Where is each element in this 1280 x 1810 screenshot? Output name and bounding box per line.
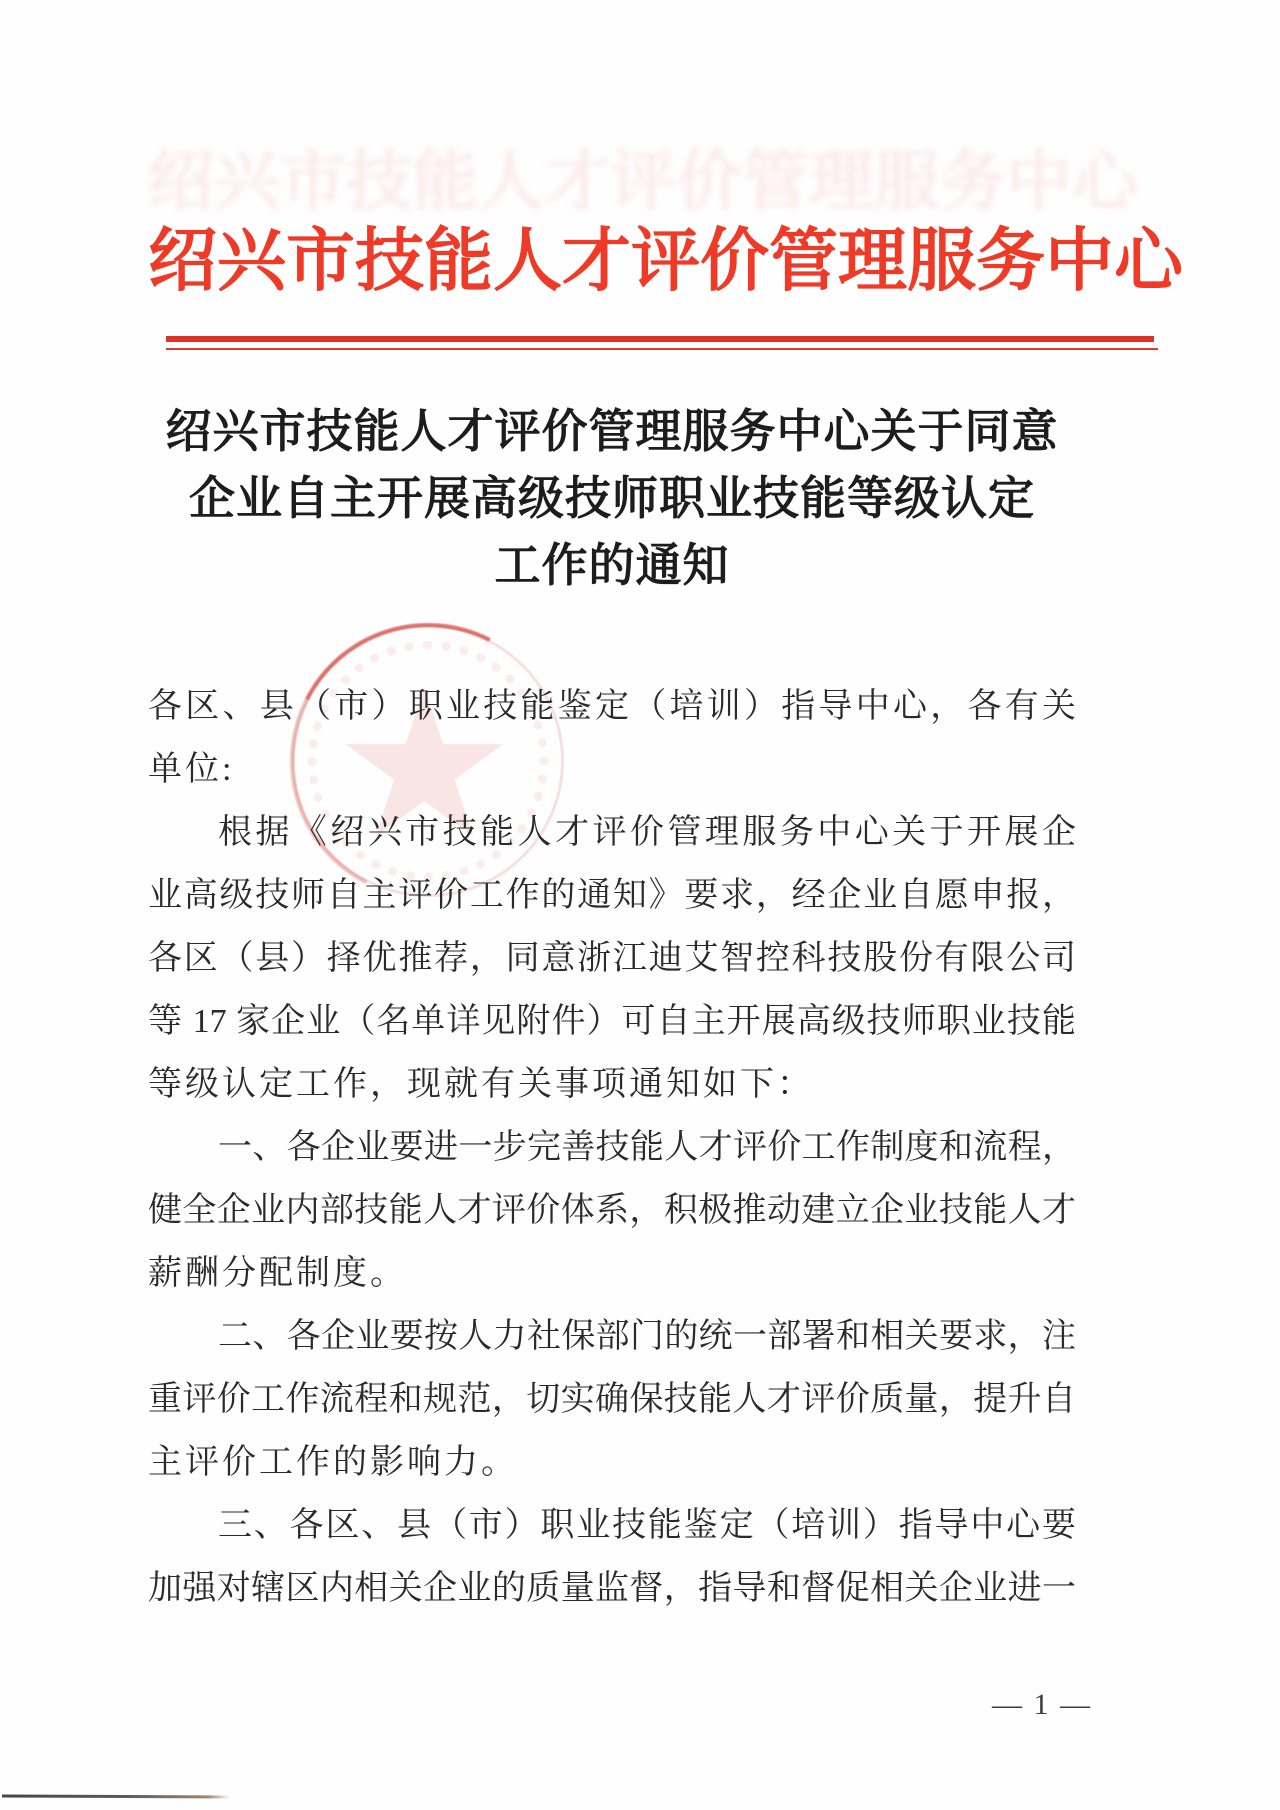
red-rule-thick — [166, 336, 1154, 342]
document-title-line-1: 绍兴市技能人才评价管理服务中心关于同意 — [165, 406, 1059, 457]
document-body — [148, 675, 1076, 1620]
document-title-line-2: 企业自主开展高级技师职业技能等级认定 — [189, 473, 1035, 524]
body-line: 等级认定工作，现就有关事项通知如下： — [148, 1066, 814, 1103]
scan-artifact-line — [2, 1795, 230, 1799]
letterhead-title: 绍兴市技能人才评价管理服务中心 — [148, 223, 1183, 299]
body-line: 重评价工作流程和规范，切实确保技能人才评价质量，提升自 — [148, 1381, 1076, 1418]
body-line: 根据《绍兴市技能人才评价管理服务中心关于开展企 — [218, 814, 1076, 851]
body-line: 薪酬分配制度。 — [148, 1255, 407, 1292]
body-line: 各区（县）择优推荐，同意浙江迪艾智控科技股份有限公司 — [148, 940, 1076, 977]
red-rule-thin — [166, 348, 1158, 350]
body-line: 业高级技师自主评价工作的通知》要求，经企业自愿申报， — [148, 877, 1076, 914]
body-line: 健全企业内部技能人才评价体系，积极推动建立企业技能人才 — [148, 1192, 1076, 1229]
body-line: 加强对辖区内相关企业的质量监督，指导和督促相关企业进一 — [148, 1570, 1076, 1607]
document-title — [148, 398, 1076, 599]
letterhead-ghost: 绍兴市技能人才评价管理服务中心 — [148, 146, 1138, 219]
body-line: 等 17 家企业（名单详见附件）可自主开展高级技师职业技能 — [148, 1003, 1076, 1040]
body-line: 单位: — [148, 751, 235, 788]
body-line: 主评价工作的影响力。 — [148, 1444, 518, 1481]
document-title-line-3: 工作的通知 — [494, 540, 730, 591]
body-line: 三、各区、县（市）职业技能鉴定（培训）指导中心要 — [218, 1507, 1076, 1544]
body-line: 一、各企业要进一步完善技能人才评价工作制度和流程， — [218, 1129, 1076, 1166]
body-line: 二、各企业要按人力社保部门的统一部署和相关要求，注 — [218, 1318, 1076, 1355]
page-number: — 1 — — [992, 1688, 1092, 1721]
body-line: 各区、县（市）职业技能鉴定（培训）指导中心，各有关 — [148, 688, 1076, 725]
star-icon: ★ — [332, 646, 517, 885]
